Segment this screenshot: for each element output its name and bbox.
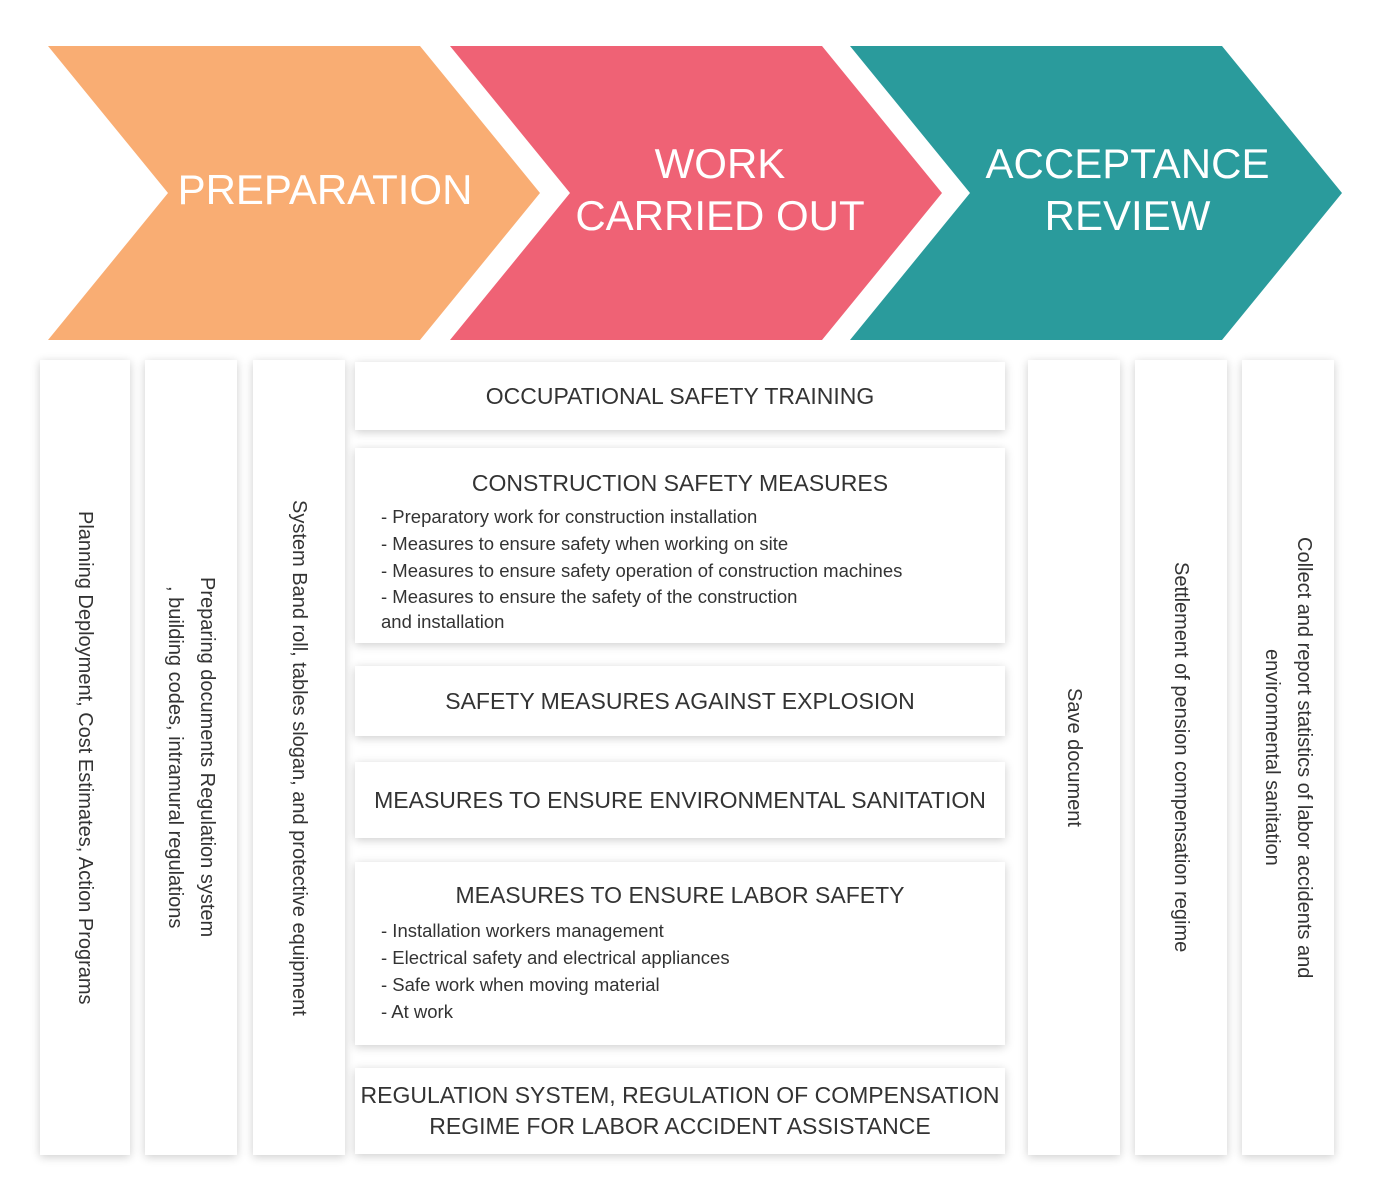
box-regulation-compensation	[355, 1068, 1005, 1154]
box-list	[355, 503, 1005, 634]
list-item: - Safe work when moving material	[381, 974, 660, 995]
column-text: Settlement of pension compensation regime	[1170, 562, 1192, 953]
column-preparing-documents	[145, 360, 237, 1155]
list-item: - Electrical safety and electrical appliances	[381, 947, 730, 968]
column-planning-deployment	[40, 360, 130, 1155]
stage-label-preparation: PREPARATION	[177, 166, 473, 213]
stage-label-acceptance-review: ACCEPTANCE REVIEW	[985, 140, 1270, 239]
column-settlement-pension	[1135, 360, 1227, 1155]
box-environmental-sanitation	[355, 762, 1005, 838]
column-text: Collect and report statistics of labor accidents and environmental sanitation	[1261, 536, 1315, 979]
box-construction-safety-measures	[355, 448, 1005, 643]
list-item: - Measures to ensure safety when working on site	[381, 533, 789, 554]
box-title: CONSTRUCTION SAFETY MEASURES	[471, 470, 889, 496]
box-title: OCCUPATIONAL SAFETY TRAINING	[485, 382, 875, 409]
column-collect-report-statistics	[1242, 360, 1334, 1155]
list-item: - At work	[381, 1001, 453, 1022]
box-title: SAFETY MEASURES AGAINST EXPLOSION	[445, 687, 915, 714]
list-item: - Installation workers management	[381, 920, 664, 941]
box-title: MEASURES TO ENSURE LABOR SAFETY	[455, 882, 905, 908]
box-list	[355, 917, 1005, 1025]
column-text: Planning Deployment, Cost Estimates, Action Programs	[74, 510, 96, 1005]
list-item: - Measures to ensure the safety of the construction and installation	[381, 586, 798, 632]
list-item: - Measures to ensure safety operation of construction machines	[381, 560, 903, 581]
column-save-document	[1028, 360, 1120, 1155]
stage-label-work-carried-out: WORK CARRIED OUT	[575, 140, 865, 239]
box-safety-measures-against-explosion	[355, 666, 1005, 736]
box-occupational-safety-training	[355, 362, 1005, 430]
box-labor-safety	[355, 862, 1005, 1045]
box-title: REGULATION SYSTEM, REGULATION OF COMPENSATION REGIME FOR LABOR ACCIDENT ASSISTANCE	[360, 1082, 1000, 1139]
column-text: Save document	[1063, 688, 1085, 827]
column-text: System Band roll, tables slogan, and protective equipment	[288, 499, 310, 1016]
list-item: - Preparatory work for construction installation	[381, 506, 758, 527]
column-system-band-roll	[253, 360, 345, 1155]
column-text: Preparing documents Regulation system , building codes, intramural regulations	[164, 577, 218, 938]
box-title: MEASURES TO ENSURE ENVIRONMENTAL SANITATION	[374, 786, 986, 813]
